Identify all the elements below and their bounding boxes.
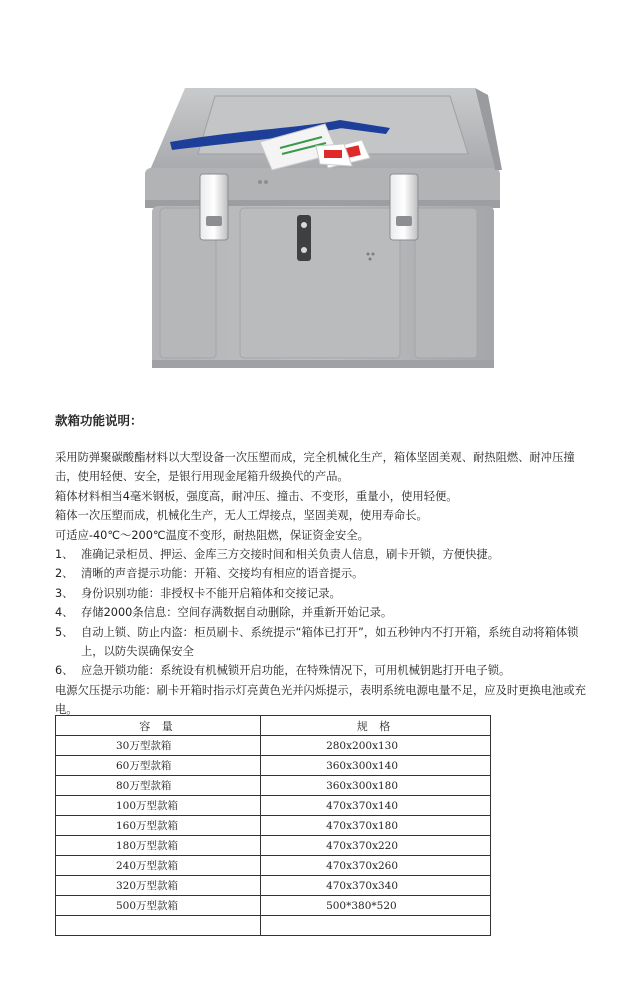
- capacity-cell: 100万型款箱: [56, 796, 261, 816]
- feature-text: 准确记录柜员、押运、金库三方交接时间和相关负责人信息，刷卡开锁，方便快捷。: [81, 548, 499, 562]
- spec-cell: 470x370x140: [261, 796, 491, 816]
- table-row: [56, 796, 491, 816]
- feature-text: 清晰的声音提示功能：开箱、交接均有相应的语音提示。: [81, 567, 364, 581]
- spec-cell: 360x300x140: [261, 756, 491, 776]
- spec-cell: 470x370x180: [261, 816, 491, 836]
- feature-item: [55, 661, 595, 680]
- table-row: [56, 776, 491, 796]
- intro-paragraph: 采用防弹聚碳酸酯材料以大型设备一次压塑而成，完全机械化生产，箱体坚固美观、耐热阻燃、耐冲压撞击，使用轻便、安全，是银行用现金尾箱升级换代的产品。: [55, 451, 575, 484]
- feature-item: [55, 603, 595, 622]
- table-row: [56, 836, 491, 856]
- cash-box-image: [90, 50, 550, 390]
- spec-cell: 360x300x180: [261, 776, 491, 796]
- table-row: [56, 876, 491, 896]
- empty-cell: [56, 916, 261, 936]
- feature-item: [55, 584, 595, 603]
- intro-paragraph: 可适应-40℃～200℃温度不变形，耐热阻燃，保证资金安全。: [55, 528, 369, 542]
- feature-text: 应急开锁功能：系统设有机械锁开启功能，在特殊情况下，可用机械钥匙打开电子锁。: [81, 664, 511, 678]
- feature-number: 2、: [55, 567, 74, 581]
- table-row: [56, 896, 491, 916]
- header-capacity: 容 量: [56, 716, 261, 736]
- spec-cell: 280x200x130: [261, 736, 491, 756]
- table-row: [56, 736, 491, 756]
- table-row: [56, 756, 491, 776]
- spec-cell: 500*380*520: [261, 896, 491, 916]
- empty-cell: [261, 916, 491, 936]
- capacity-cell: 80万型款箱: [56, 776, 261, 796]
- intro-paragraph: 箱体一次压塑而成，机械化生产，无人工焊接点，坚固美观，使用寿命长。: [55, 509, 428, 523]
- feature-text: 存储2000条信息：空间存满数据自动删除，并重新开始记录。: [81, 606, 393, 620]
- description: [55, 448, 595, 720]
- feature-number: 4、: [55, 606, 74, 620]
- capacity-cell: 320万型款箱: [56, 876, 261, 896]
- spec-cell: 470x370x340: [261, 876, 491, 896]
- capacity-cell: 30万型款箱: [56, 736, 261, 756]
- table-header-row: [56, 716, 491, 736]
- capacity-cell: 160万型款箱: [56, 816, 261, 836]
- spec-cell: 470x370x260: [261, 856, 491, 876]
- feature-item: [55, 623, 595, 662]
- section-title: 款箱功能说明：: [55, 413, 143, 428]
- table-row: [56, 816, 491, 836]
- feature-number: 1、: [55, 548, 74, 562]
- feature-item: [55, 564, 595, 583]
- feature-number: 6、: [55, 664, 74, 678]
- feature-number: 5、: [55, 625, 74, 639]
- table-row: [56, 856, 491, 876]
- capacity-cell: 180万型款箱: [56, 836, 261, 856]
- power-note: 电源欠压提示功能：刷卡开箱时指示灯亮黄色光并闪烁提示，表明系统电源电量不足，应及时更换电池或充电。: [55, 683, 586, 717]
- empty-row: [56, 916, 491, 936]
- capacity-cell: 240万型款箱: [56, 856, 261, 876]
- capacity-cell: 60万型款箱: [56, 756, 261, 776]
- spec-cell: 470x370x220: [261, 836, 491, 856]
- feature-item: [55, 545, 595, 564]
- feature-text: 自动上锁、防止内盗：柜员刷卡、系统提示“箱体已打开”，如五秒钟内不打开箱，系统自动将箱体锁上，以防失误确保安全: [81, 625, 579, 659]
- intro-paragraph: 箱体材料相当4毫米钢板，强度高，耐冲压、撞击、不变形，重量小，使用轻便。: [55, 489, 458, 503]
- spec-table: [55, 715, 491, 936]
- header-spec: 规 格: [261, 716, 491, 736]
- feature-text: 身份识别功能：非授权卡不能开启箱体和交接记录。: [81, 586, 341, 600]
- capacity-cell: 500万型款箱: [56, 896, 261, 916]
- feature-number: 3、: [55, 586, 74, 600]
